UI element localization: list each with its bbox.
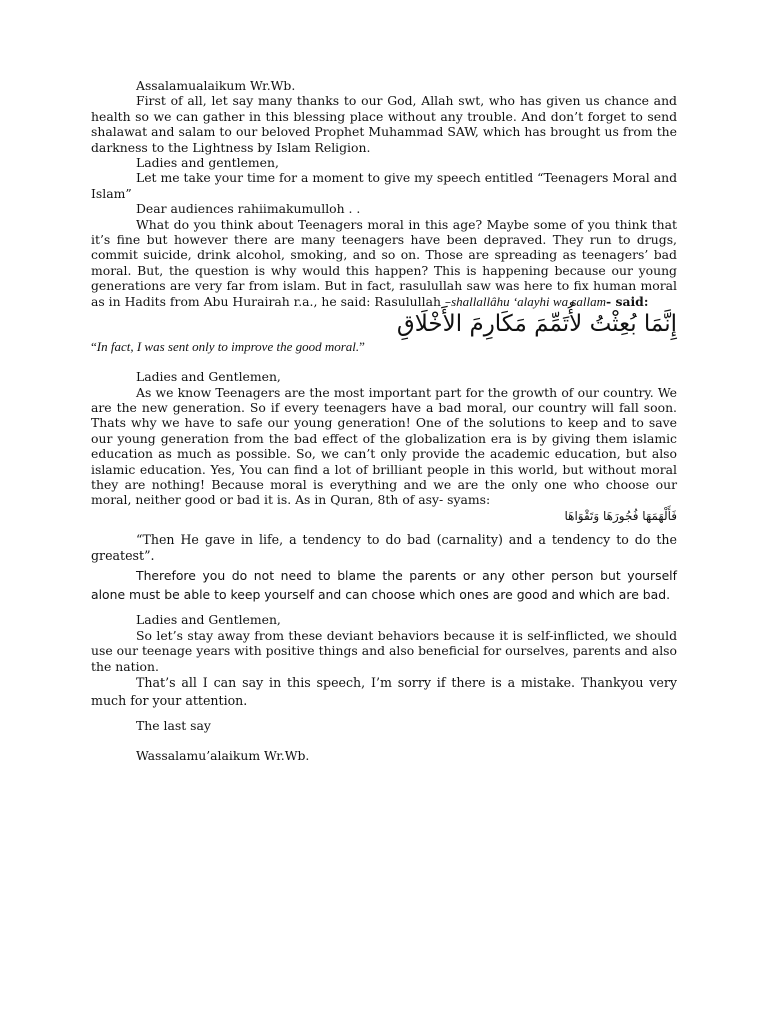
- paragraph-thanks: First of all, let say many thanks to our God, Allah swt, who has given us chance and health so we can gather in this blessing place without any trouble. And don’t forget to send shalawat and salam to our beloved Prophet Muhammad SAW, which has brought us from the darkness to the Lightness by Islam Religion.: [91, 93, 677, 155]
- paragraph-question: [91, 217, 677, 309]
- hadith-translation-text: In fact, I was sent only to improve the good moral.: [96, 339, 360, 355]
- paragraph-blame: Therefore you do not need to blame the parents or any other person but yourself alone must be able to keep yourself and can choose which ones are good and which are bad.: [91, 568, 677, 602]
- salutation-ladies-1: Ladies and gentlemen,: [136, 155, 279, 171]
- paragraph-question-end: - said:: [606, 293, 649, 309]
- quran-translation: “Then He gave in life, a tendency to do bad (carnality) and a tendency to do the greatest”.: [91, 531, 677, 563]
- quran-arabic: فَأَلْهَمَهَا فُجُورَهَا وَتَقْوَاهَا: [564, 508, 677, 523]
- hadith-open-quote: “: [91, 339, 97, 355]
- last-say: The last say: [136, 717, 211, 733]
- hadith-translation: [91, 339, 677, 354]
- paragraph-question-main: What do you think about Teenagers moral in this age? Maybe some of you think that it’s fine but however there are many teenagers have been depraved. They run to drugs, commit suicide, drink alcohol, smoking, and so on. Those are spreading as teenagers’ bad moral. But, the question is why would this happen? This is happening because our young generations are very far from islam. But in fact, rasulullah saw was here to fix human moral as in Hadits from Abu Hurairah r.a., he said: Rasulullah –: [91, 216, 677, 309]
- spacer: [91, 733, 677, 748]
- salutation-dear-audiences: Dear audiences rahiimakumulloh . .: [136, 201, 361, 217]
- spacer: [91, 354, 677, 369]
- paragraph-teenagers: As we know Teenagers are the most important part for the growth of our country. We are the new generation. So if every teenagers have a bad moral, our country will fall soon. Thats why we have to safe our young generation! One of the solutions to keep and to save our young generation from the bad effect of the globalization era is by giving them islamic education as much as possible. So, we can’t only provide the academic education, but also islamic education. Yes, You can find a lot of brilliant people in this world, but without moral they are nothing! Because moral is everything and we are the only one who choose our moral, neither good or bad it is. As in Quran, 8th of asy- syams:: [91, 384, 677, 508]
- paragraph-thats-all: That’s all I can say in this speech, I’m sorry if there is a mistake. Thankyou very much for your attention.: [91, 674, 677, 708]
- spacer: [91, 710, 677, 718]
- greeting: Assalamualaikum Wr.Wb.: [136, 78, 296, 93]
- paragraph-question-italic: shallallâhu ‘alayhi wa sallam: [451, 293, 607, 309]
- closing: Wassalamu’alaikum Wr.Wb.: [136, 748, 310, 764]
- hadith-arabic: إِنَّمَا بُعِثْتُ لأُتَمِّمَ مَكَارِمَ الأَخْلَاقِ: [396, 311, 677, 338]
- paragraph-intro: Let me take your time for a moment to give my speech entitled “Teenagers Moral and Islam”: [91, 170, 677, 201]
- salutation-ladies-3: Ladies and Gentlemen,: [136, 612, 281, 628]
- salutation-ladies-2: Ladies and Gentlemen,: [136, 369, 281, 385]
- paragraph-stay-away: So let’s stay away from these deviant behaviors because it is self-inflicted, we should use our teenage years with positive things and also beneficial for ourselves, parents and also the nation.: [91, 627, 677, 674]
- hadith-close-quote: ”: [359, 339, 365, 355]
- spacer: [91, 524, 677, 532]
- speech-text: [91, 78, 677, 764]
- spacer: [91, 604, 677, 612]
